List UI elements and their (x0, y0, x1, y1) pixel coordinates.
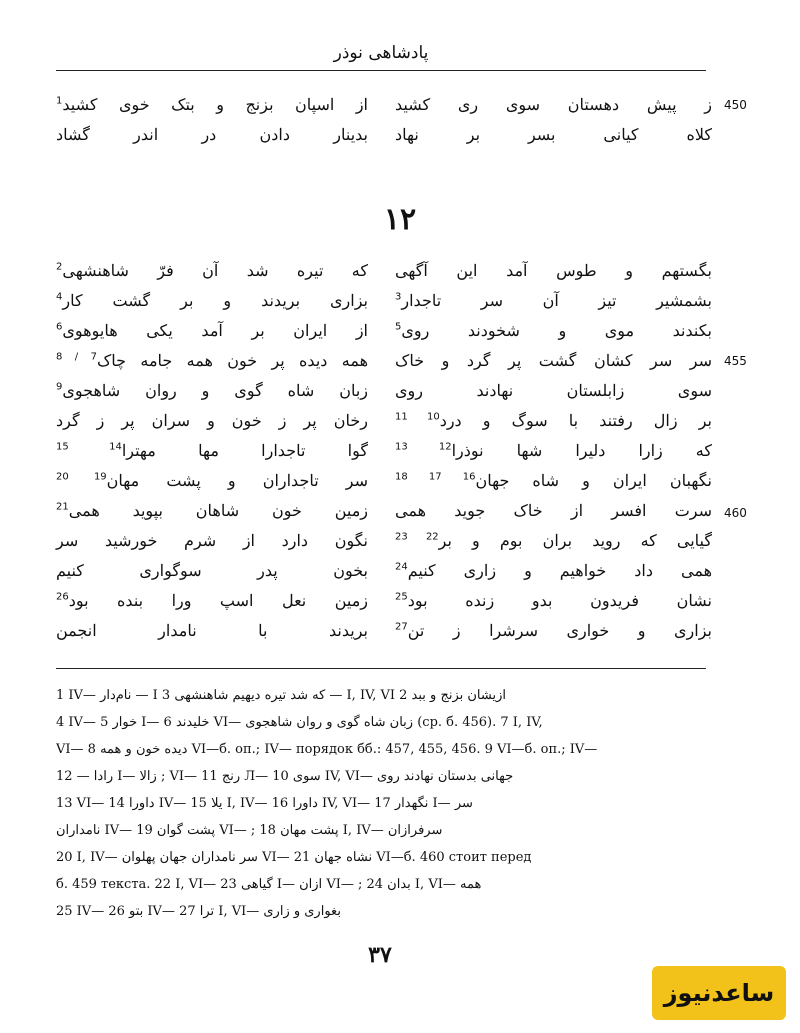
verse-hemistich-right (395, 94, 712, 116)
verse-hemistich-right-text: که زارا دلیرا شها نوذرا (451, 441, 712, 460)
footnote-marker: 14 15 (56, 441, 122, 453)
verse-hemistich-left (56, 620, 368, 642)
verse-hemistich-right (395, 290, 712, 312)
footnote-marker: 9 (56, 381, 63, 393)
verse-hemistich-right (395, 320, 712, 342)
verse-hemistich-left-text: نگون دارد از شرم خورشید سر (56, 531, 368, 550)
verse-hemistich-left (56, 124, 368, 146)
page-number: ۳۷ (368, 942, 392, 968)
verse-hemistich-left (56, 470, 368, 492)
footnote-marker: 10 11 (395, 411, 440, 423)
verse-hemistich-right-text: سرت افسر از خاک جوید همی (395, 501, 712, 520)
footnote-marker: 12 13 (395, 441, 452, 453)
verse-hemistich-left-text: که تیره شد آن فرّ شاهنشهی (62, 261, 368, 280)
footnote-marker: 5 (395, 321, 402, 333)
footnote-line: رادا — 12 I— زالا ; VI— رنج 11 Л— سوی 10 IV, VI— جهانی بدستان نهادند روی (56, 769, 514, 784)
verse-hemistich-left (56, 500, 368, 522)
verse-hemistich-left-text: رخان پر ز خون و سران پر ز گرد (56, 411, 368, 430)
verse-hemistich-right (395, 124, 712, 146)
verse-hemistich-left (56, 260, 368, 282)
verse-hemistich-left-text: زمین نعل اسپ ورا بنده بود (68, 591, 368, 610)
verse-hemistich-left-text: زبان شاه گوی و روان شاهجوی (62, 381, 368, 400)
footnote-marker: 26 (56, 591, 69, 603)
verse-hemistich-right-text: نشان فریدون بدو زنده بود (407, 591, 712, 610)
verse-hemistich-left (56, 350, 368, 372)
line-number: 460 (724, 506, 747, 520)
footnote-rule (56, 668, 706, 669)
verse-hemistich-right-text: بزاری و خواری سرشرا ز تن (407, 621, 712, 640)
verse-hemistich-right-text: گیایی که روید بران بوم و بر (438, 531, 712, 550)
footnote-marker: 19 20 (56, 471, 107, 483)
verse-hemistich-right (395, 620, 712, 642)
footnote-marker: 2 (56, 261, 63, 273)
verse-hemistich-right-text: همی داد خواهیم و زاری کنیم (407, 561, 712, 580)
verse-hemistich-left (56, 560, 368, 582)
footnote-marker: 4 (56, 291, 63, 303)
footnote-line: 1 IV— نام‌دار — I 3 که شد تیره دیهیم شاهنشهی — I, IV, VI 2 ازیشان بزنج و ببد (56, 688, 506, 703)
verse-hemistich-right-text: بگستهم و طوس آمد این آگهی (395, 261, 712, 280)
footnote-line: 4 IV— خوار 5 I— خلیدند 6 VI— زبان شاه گوی و روان شاهجوی (ср. б. 456). 7 I, IV, (56, 715, 543, 730)
verse-hemistich-right (395, 560, 712, 582)
page-header-title: پادشاهی نوذر (333, 43, 429, 63)
section-number: ۱۲ (383, 202, 417, 237)
footnote-marker: 27 (395, 621, 408, 633)
footnote-marker: 22 23 (395, 531, 439, 543)
footnote-marker: 16 17 18 (395, 471, 476, 483)
verse-hemistich-left (56, 320, 368, 342)
verse-hemistich-left-text: بدینار دادن در اندر گشاد (56, 125, 368, 144)
verse-hemistich-left-text: همه دیده پر خون همه جامه چاک (96, 351, 369, 370)
line-number: 455 (724, 354, 747, 368)
verse-hemistich-right (395, 410, 712, 432)
line-number: 450 (724, 98, 747, 112)
footnote-marker: 21 (56, 501, 69, 513)
verse-hemistich-left (56, 590, 368, 612)
verse-hemistich-right-text: بر زال رفتند با سوگ و درد (439, 411, 713, 430)
verse-hemistich-right (395, 380, 712, 402)
verse-hemistich-left-text: از اسپان بزنج و بتک خوی کشید (62, 95, 368, 114)
verse-hemistich-right (395, 440, 712, 462)
verse-hemistich-right (395, 350, 712, 372)
footnote-line: б. 459 текста. 22 I, VI— گیاهی 23 I— ازان VI— ; بدان 24 I, VI— همه (56, 877, 482, 892)
verse-hemistich-left-text: از ایران بر آمد یکی هایوهوی (62, 321, 368, 340)
verse-hemistich-left (56, 94, 368, 116)
verse-hemistich-left (56, 410, 368, 432)
verse-hemistich-right-text: سر سر کشان گشت پر گرد و خاک (395, 351, 712, 370)
footnote-marker: 3 (395, 291, 402, 303)
footnote-line: VI— دیده خون و همه 8 VI—б. оп.; IV— порядок бб.: 457, 455, 456. 9 VI—б. оп.; IV— (56, 742, 598, 757)
verse-hemistich-left (56, 440, 368, 462)
verse-hemistich-right-text: بشمشیر تیز آن سر تاجدار (401, 291, 712, 310)
verse-hemistich-right-text: ز پیش دهستان سوی ری کشید (395, 95, 712, 114)
verse-hemistich-left-text: بخون پدر سوگواری کنیم (56, 561, 368, 580)
verse-hemistich-left-text: بریدند با نامدار انجمن (56, 621, 368, 640)
footnote-line: نامداران IV— 19 پشت گوان VI— ; پشت مهان 18 I, IV— سرفرازان (56, 823, 443, 838)
watermark-logo: ساعدنیوز (652, 966, 786, 1020)
verse-hemistich-right-text: سوی زابلستان نهادند روی (395, 381, 712, 400)
header-rule (56, 70, 706, 71)
verse-hemistich-left-text: سر تاجداران و پشت مهان (106, 471, 369, 490)
verse-hemistich-right-text: کلاه کیانی بسر بر نهاد (395, 125, 712, 144)
verse-hemistich-left (56, 290, 368, 312)
footnote-marker: 7 / 8 (56, 351, 97, 363)
verse-hemistich-left (56, 380, 368, 402)
footnote-line: 25 IV— بتو 26 IV— ترا 27 I, VI— بغواری و زاری (56, 904, 341, 919)
verse-hemistich-left-text: گوا تاجدارا مها مهترا (121, 441, 368, 460)
verse-hemistich-right (395, 500, 712, 522)
footnote-line: 20 I, IV— سر نامداران جهان پهلوان VI— نشاه جهان 21 VI—б. 460 стоит перед (56, 850, 532, 865)
footnote-marker: 6 (56, 321, 63, 333)
verse-hemistich-right-text: نگهبان ایران و شاه جهان (475, 471, 712, 490)
verse-hemistich-left-text: زمین خون شاهان بپوید همی (68, 501, 368, 520)
footnote-marker: 24 (395, 561, 408, 573)
verse-hemistich-right-text: بکندند موی و شخودند روی (401, 321, 712, 340)
verse-hemistich-left-text: بزاری بریدند و بر گشت کار (62, 291, 368, 310)
verse-hemistich-right (395, 530, 712, 552)
footnote-marker: 25 (395, 591, 408, 603)
verse-hemistich-right (395, 260, 712, 282)
verse-hemistich-right (395, 470, 712, 492)
verse-hemistich-right (395, 590, 712, 612)
footnote-line: 13 VI— داورا 14 IV— یلا 15 I, IV— داورا 16 IV, VI— نگهدار 17 I— سر (56, 796, 473, 811)
verse-hemistich-left (56, 530, 368, 552)
footnote-marker: 1 (56, 95, 63, 107)
